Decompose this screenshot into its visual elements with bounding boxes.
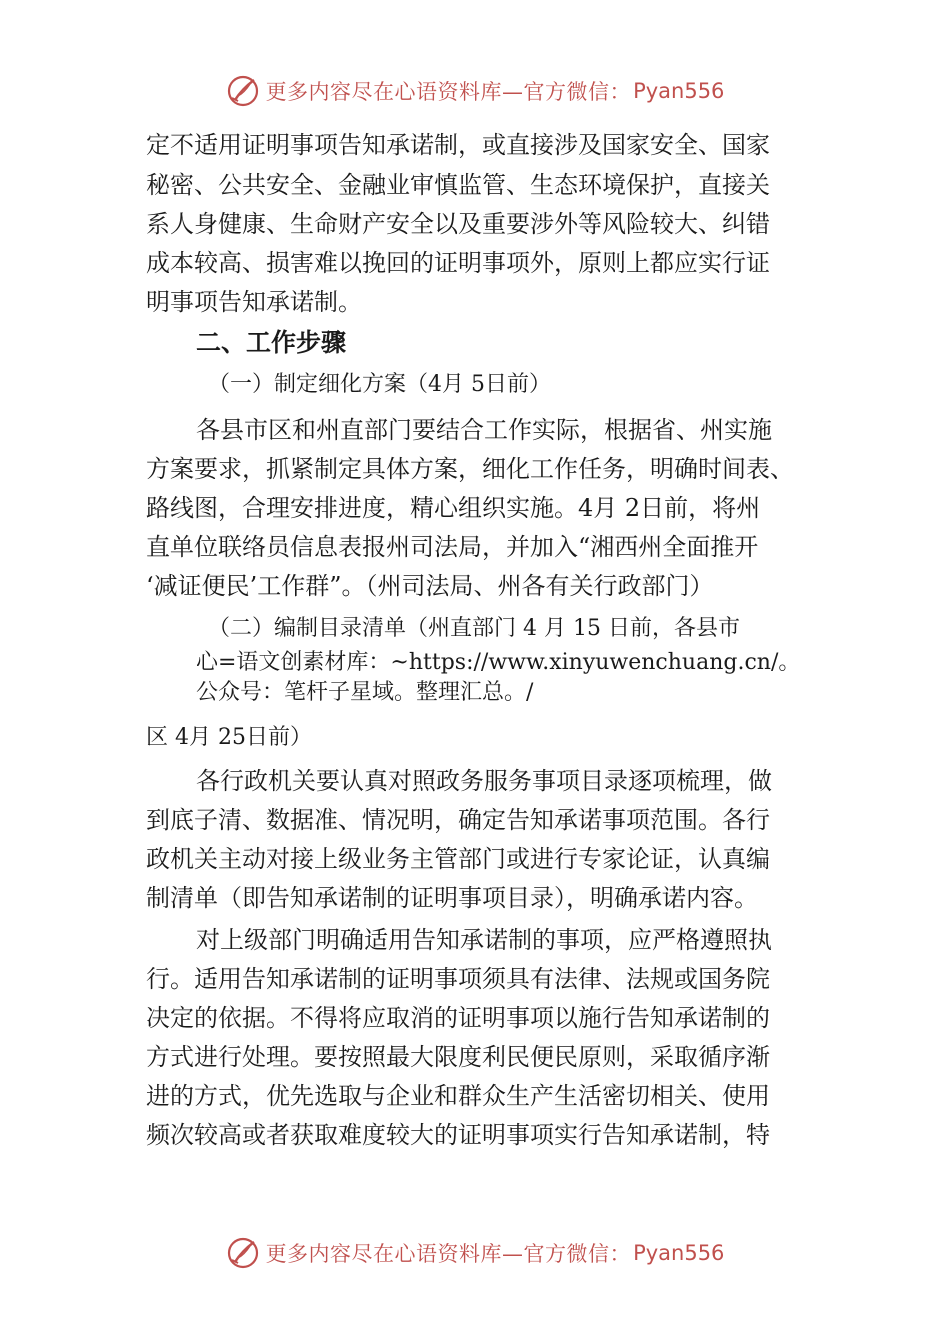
- watermark-header: [0, 71, 950, 111]
- inserted-text-line: 公众号：笔杆子星域。整理汇总。/: [196, 680, 534, 705]
- paragraph-line: 决定的依据。不得将应取消的证明事项以施行告知承诺制的: [146, 1004, 770, 1032]
- feather-logo-icon: [226, 74, 260, 108]
- watermark-text: 更多内容尽在心语资料库—官方微信：: [265, 80, 632, 104]
- paragraph-line: 进的方式，优先选取与企业和群众生产生活密切相关、使用: [146, 1082, 770, 1110]
- watermark-wechat-id: Pyan556: [633, 1241, 725, 1265]
- subsection-heading: （一）制定细化方案（4月 5日前）: [208, 372, 551, 397]
- paragraph-line: 行。适用告知承诺制的证明事项须具有法律、法规或国务院: [146, 965, 770, 993]
- paragraph-line: 各行政机关要认真对照政务服务事项目录逐项梳理，做: [196, 767, 772, 795]
- paragraph-line: 路线图，合理安排进度，精心组织实施。4月 2日前，将州: [146, 494, 761, 522]
- section-heading: 二、工作步骤: [196, 328, 347, 357]
- paragraph-line: 成本较高、损害难以挽回的证明事项外，原则上都应实行证: [146, 249, 770, 277]
- paragraph-line: 直单位联络员信息表报州司法局，并加入“湘西州全面推开: [146, 533, 759, 561]
- paragraph-line: 秘密、公共安全、金融业审慎监管、生态环境保护，直接关: [146, 171, 770, 199]
- paragraph-line: ‘减证便民’工作群”。（州司法局、州各有关行政部门）: [146, 572, 714, 600]
- subsection-heading: （二）编制目录清单（州直部门 4 月 15 日前，各县市: [208, 616, 740, 641]
- paragraph-line: 方案要求，抓紧制定具体方案，细化工作任务，明确时间表、: [146, 455, 794, 483]
- paragraph-line: 到底子清、数据准、情况明，确定告知承诺事项范围。各行: [146, 806, 770, 834]
- inserted-text-line: 心=语文创素材库：~https://www.xinyuwenchuang.cn/。: [196, 650, 801, 675]
- subsection-heading-continued: 区 4月 25日前）: [146, 725, 312, 750]
- paragraph-line: 方式进行处理。要按照最大限度利民便民原则，采取循序渐: [146, 1043, 770, 1071]
- paragraph-line: 明事项告知承诺制。: [146, 288, 362, 316]
- paragraph-line: 对上级部门明确适用告知承诺制的事项，应严格遵照执: [196, 926, 772, 954]
- feather-logo-icon: [226, 1236, 260, 1270]
- paragraph-line: 政机关主动对接上级业务主管部门或进行专家论证，认真编: [146, 845, 770, 873]
- watermark-wechat-id: Pyan556: [633, 79, 725, 103]
- watermark-footer: [0, 1233, 950, 1273]
- paragraph-line: 频次较高或者获取难度较大的证明事项实行告知承诺制，特: [146, 1121, 770, 1149]
- paragraph-line: 各县市区和州直部门要结合工作实际，根据省、州实施: [196, 416, 772, 444]
- watermark-text: 更多内容尽在心语资料库—官方微信：: [265, 1242, 632, 1266]
- paragraph-line: 系人身健康、生命财产安全以及重要涉外等风险较大、纠错: [146, 210, 770, 238]
- paragraph-line: 定不适用证明事项告知承诺制，或直接涉及国家安全、国家: [146, 131, 770, 159]
- paragraph-line: 制清单（即告知承诺制的证明事项目录），明确承诺内容。: [146, 884, 758, 912]
